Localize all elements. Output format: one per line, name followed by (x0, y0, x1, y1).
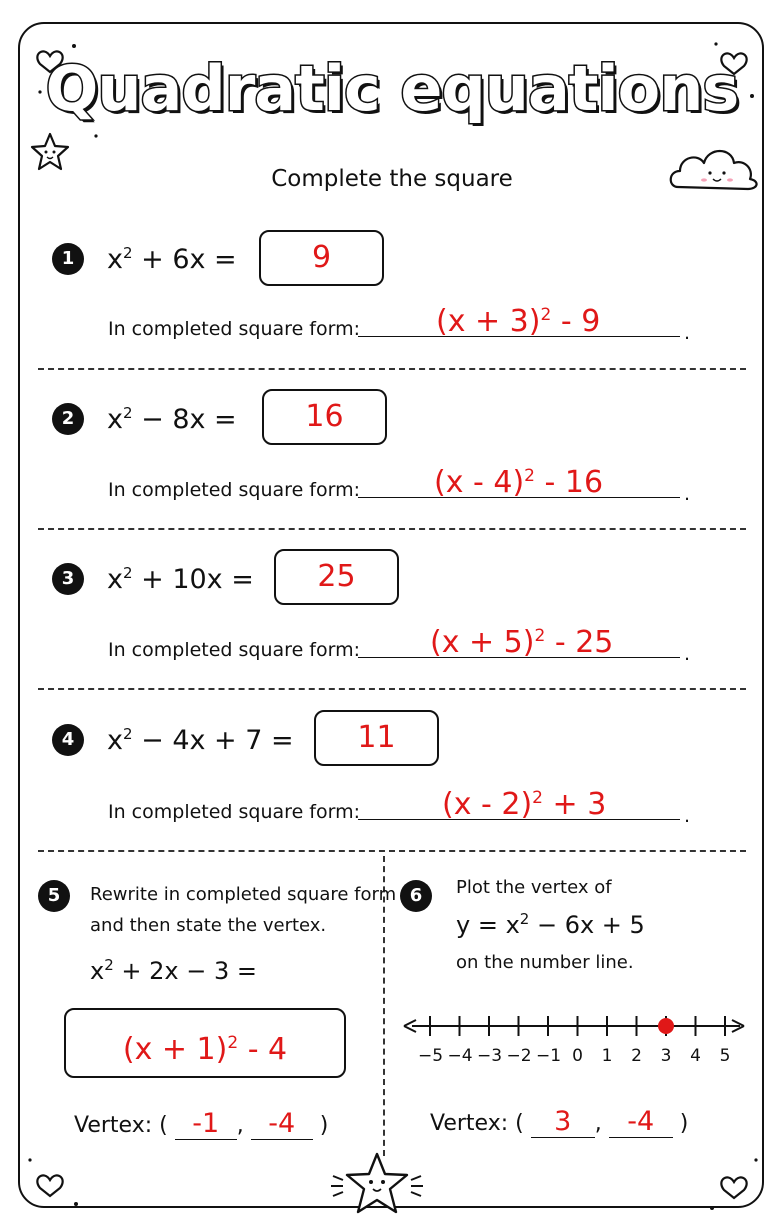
heart-icon (721, 1177, 746, 1198)
instruction-text: on the number line. (456, 952, 634, 973)
tick-label: 0 (572, 1046, 583, 1066)
heart-icon (37, 1175, 62, 1196)
vertex-point (658, 1018, 674, 1034)
question-expression: $x^2 - 4x + 7$ = (107, 725, 294, 756)
vertex-x-answer[interactable]: -1 (175, 1108, 237, 1140)
answer-box[interactable]: 16 (262, 389, 387, 445)
tick-label: 4 (690, 1046, 701, 1066)
page-subtitle: Complete the square (271, 166, 513, 192)
tick-label: 1 (601, 1046, 613, 1066)
section-divider (38, 528, 746, 530)
vertex-y-answer[interactable]: -4 (609, 1106, 673, 1138)
tick-label: −1 (536, 1046, 562, 1066)
star-icon (32, 134, 68, 169)
period: . (684, 643, 691, 665)
answer-text: (x - 4)$^2$ - 16 (434, 465, 604, 500)
question-number: 4 (52, 724, 84, 756)
answer-box[interactable]: 11 (314, 710, 439, 766)
instruction-text: and then state the vertex. (90, 915, 327, 936)
section-divider (38, 850, 746, 852)
vertex-x-answer[interactable]: 3 (531, 1106, 595, 1138)
vertex-answer: Vertex: ( 3 , -4 ) (430, 1106, 689, 1137)
period: . (684, 483, 691, 505)
vertex-y-answer[interactable]: -4 (251, 1108, 313, 1140)
tick-label: 5 (719, 1046, 731, 1066)
tick-label: 2 (631, 1046, 642, 1066)
instruction-text: Rewrite in completed square form (90, 884, 397, 905)
question-expression: $x^2 + 2x - 3$ = (90, 956, 257, 985)
instruction-text: Plot the vertex of (456, 877, 612, 898)
section-divider (38, 688, 746, 690)
form-label: In completed square form: (108, 639, 361, 661)
form-label: In completed square form: (108, 479, 361, 501)
star-icon (331, 1154, 423, 1212)
answer-text: $(x + 5)^2 - 25$ (430, 625, 614, 660)
tick-label: −4 (447, 1046, 473, 1066)
period: . (684, 322, 691, 344)
question-number: 1 (52, 243, 84, 275)
question-number: 5 (38, 880, 70, 912)
tick-label: 3 (660, 1046, 672, 1066)
answer-box[interactable]: 9 (259, 230, 384, 286)
question-number: 2 (52, 403, 84, 435)
section-divider (38, 368, 746, 370)
answer-text: $(x + 3)^2 - 9$ (436, 304, 601, 339)
question-expression: $x^2 - 8x$ = (107, 404, 237, 435)
vertex-answer: Vertex: ( -1 , -4 ) (74, 1108, 329, 1139)
tick-label: −5 (418, 1046, 444, 1066)
answer-box[interactable]: 25 (274, 549, 399, 605)
tick-label: −3 (477, 1046, 503, 1066)
tick-label: −2 (506, 1046, 532, 1066)
number-line[interactable] (400, 1010, 760, 1044)
form-label: In completed square form: (108, 318, 361, 340)
answer-text: (x - 2)$^2$ + 3 (442, 787, 607, 822)
question-expression: $x^2 + 6x$ = (107, 244, 237, 275)
question-number: 3 (52, 563, 84, 595)
function-expression: $y = x^2 - 6x + 5$ (456, 910, 645, 939)
page-title: Quadratic equations (45, 52, 739, 125)
period: . (684, 805, 691, 827)
answer-box[interactable]: $(x + 1)^2 - 4$ (64, 1008, 346, 1078)
question-expression: $x^2 + 10x$ = (107, 564, 254, 595)
question-number: 6 (400, 880, 432, 912)
form-label: In completed square form: (108, 801, 361, 823)
